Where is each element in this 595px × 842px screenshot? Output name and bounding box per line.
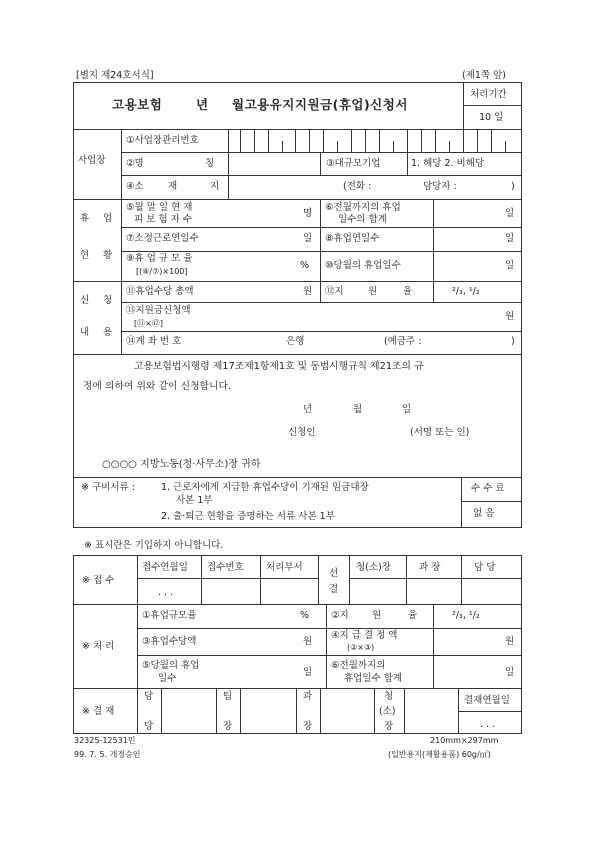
leave-allowance-unit: 원	[303, 286, 313, 297]
approval-chief-2: (소)	[379, 706, 396, 717]
approval-team-1: 팀	[223, 691, 233, 702]
proc-prior-leave-label: ⑥전월까지의	[331, 660, 386, 671]
approval-chief-3: 장	[384, 721, 394, 732]
month-leave-days-label: ⑩당월의 휴업일수	[325, 260, 401, 271]
workplace-name-label: ②명	[126, 158, 144, 169]
receipt-date-dots: . . .	[158, 587, 174, 598]
section-chief-label: 과 장	[419, 562, 441, 573]
approval-staff-1: 담	[144, 691, 154, 702]
approval-sun: 선	[329, 568, 339, 579]
account-no-label: ⑭계 좌 번 호	[126, 336, 182, 347]
workplace-name-label-2: 칭	[205, 158, 215, 169]
proc-month-leave-label-2: 일수	[158, 673, 177, 684]
processing-period-label: 처리기간	[470, 89, 507, 100]
approval-gyeol: 결	[329, 584, 339, 595]
processing-dept-label: 처리부서	[266, 562, 303, 573]
form-approval-date: 99. 7. 5. 개정승인	[74, 750, 141, 759]
leave-section-char-2: 업	[103, 213, 113, 224]
form-title-left: 고용보험	[112, 97, 163, 112]
approval-section-1: 과	[303, 691, 313, 702]
paper-type: (일반용지(재활용품) 60g/㎡)	[388, 750, 491, 759]
form-number: [별지 제24호서식]	[76, 70, 154, 81]
statement-line-2: 정에 의하여 위와 같이 신청합니다.	[83, 381, 232, 392]
proc-month-leave-unit: 일	[303, 667, 313, 678]
leave-days-label: ⑧휴업연일수	[325, 233, 380, 244]
address-label-3: 지	[210, 181, 220, 192]
apply-section-char-3: 내	[80, 327, 90, 338]
proc-support-rate-value: ²/₃, ¹/₂	[452, 610, 480, 621]
insured-count-label: ⑤월 말 일 현 재	[126, 202, 193, 213]
processing-period-value: 10 일	[479, 112, 504, 123]
support-rate-label-3: 율	[403, 286, 413, 297]
receipt-date-label: 접수연월일	[142, 562, 188, 573]
support-rate-label: ⑫지	[325, 286, 344, 297]
proc-prior-leave-label-2: 휴업일수 합계	[344, 673, 403, 684]
proc-decided-amount-formula: (②×③)	[347, 643, 375, 652]
proc-allowance-label: ③휴업수당액	[142, 636, 197, 647]
signature-label: (서명 또는 인)	[410, 427, 470, 438]
address-label-2: 재	[168, 181, 178, 192]
approval-label: ※ 결 재	[82, 706, 115, 717]
office-chief-label: 청(소)장	[356, 562, 391, 573]
proc-month-leave-label: ⑤당월의 휴업	[142, 660, 200, 671]
processing-label: ※ 처 리	[82, 641, 115, 652]
work-days-label: ⑦소정근로연일수	[126, 233, 199, 244]
office-use-form	[73, 555, 522, 734]
workplace-section-label: 사업장	[78, 155, 106, 166]
leave-days-unit: 일	[505, 233, 515, 244]
date-day-label: 일	[402, 404, 412, 415]
insured-count-label-2: 피 보 험 자 수	[134, 214, 192, 225]
requested-amount-formula: [⑪×⑫]	[134, 319, 163, 328]
account-holder-label: (예금주 :	[384, 336, 422, 347]
receipt-label: ※ 접 수	[82, 575, 115, 586]
leave-section-char-4: 황	[103, 250, 113, 261]
support-rate-value: ²/₃, ¹/₂	[452, 286, 480, 297]
proc-decided-amount-unit: 원	[505, 636, 515, 647]
proc-support-rate-label-2: 원	[372, 610, 382, 621]
form-title: 월고용유지지원금(휴업)신청서	[232, 97, 408, 112]
office-use-notice: ※ 표시란은 기입하지 아니합니다.	[84, 540, 224, 551]
account-bank-label: 은행	[286, 336, 305, 347]
proc-prior-leave-unit: 일	[505, 667, 515, 678]
large-company-label: ③대규모기업	[326, 158, 381, 169]
leave-section-char-3: 현	[80, 250, 90, 261]
form-code: 32325-12531민	[74, 736, 136, 745]
approval-section-2: 장	[303, 721, 313, 732]
date-month-label: 월	[353, 404, 363, 415]
required-doc-1b: 사본 1부	[176, 495, 213, 506]
work-days-unit: 일	[303, 233, 313, 244]
required-doc-2: 2. 출·퇴근 현황을 증명하는 서류 사본 1부	[161, 511, 335, 522]
fee-value: 없 음	[473, 508, 495, 519]
form-title-year: 년	[196, 97, 209, 112]
required-docs-label: ※ 구비서류 :	[81, 482, 135, 493]
month-leave-days-unit: 일	[505, 260, 515, 271]
leave-ratio-label: ⑨휴 업 규 모 율	[126, 253, 193, 264]
proc-support-rate-label: ②지	[331, 610, 349, 621]
approval-team-2: 장	[223, 721, 233, 732]
applicant-label: 신청인	[288, 427, 316, 438]
date-year-label: 년	[303, 404, 313, 415]
apply-section-char-1: 신	[80, 295, 90, 306]
approval-staff-2: 당	[144, 721, 154, 732]
apply-section-char-2: 청	[103, 295, 113, 306]
leave-ratio-formula: [(⑧/⑦)×100]	[136, 267, 188, 276]
large-company-options[interactable]: 1. 해당 2. 비해당	[411, 158, 485, 169]
fee-label: 수 수 료	[471, 483, 505, 494]
receipt-no-label: 접수번호	[207, 562, 244, 573]
required-doc-1: 1. 근로자에게 지급한 휴업수당이 기재된 임금대장	[161, 482, 369, 493]
support-rate-label-2: 원	[368, 286, 378, 297]
page-note: (제1쪽 앞)	[462, 70, 507, 81]
approval-date-dots: . . .	[480, 719, 496, 730]
statement-line-1: 고용보험법시행령 제17조제1항제1호 및 동법시행규칙 제21조의 규	[134, 361, 424, 372]
paper-size: 210mm×297mm	[430, 736, 499, 745]
prior-leave-days-label-2: 일수의 합계	[338, 214, 387, 225]
address-close-paren: )	[511, 181, 515, 192]
leave-allowance-label: ⑪휴업수당 총액	[126, 286, 194, 297]
manager-label: 담당자 :	[423, 181, 457, 192]
workplace-mgmt-no-label: ①사업장관리번호	[126, 135, 199, 146]
addressee: ○○○○ 지방노동(청·사무소)장 귀하	[102, 459, 261, 470]
apply-section-char-4: 용	[103, 327, 113, 338]
proc-decided-amount-label: ④지 급 결 정 액	[331, 630, 398, 641]
proc-leave-ratio-unit: %	[300, 610, 310, 621]
address-label: ④소	[126, 181, 144, 192]
leave-ratio-unit: %	[300, 260, 310, 271]
prior-leave-days-unit: 일	[505, 208, 515, 219]
requested-amount-unit: 원	[505, 311, 515, 322]
account-close-paren: )	[511, 336, 515, 347]
insured-count-unit: 명	[303, 208, 313, 219]
phone-label: (전화 :	[343, 181, 372, 192]
proc-support-rate-label-3: 율	[408, 610, 418, 621]
proc-allowance-unit: 원	[303, 636, 313, 647]
approval-chief-1: 청	[384, 691, 394, 702]
workplace-mgmt-no-boxes[interactable]	[228, 129, 522, 152]
leave-section-char-1: 휴	[80, 213, 90, 224]
requested-amount-label: ⑬지원금신청액	[126, 305, 191, 316]
proc-leave-ratio-label: ①휴업규모율	[142, 610, 197, 621]
approval-date-label: 결재연월일	[464, 695, 510, 706]
prior-leave-days-label: ⑥전월까지의 휴업	[325, 202, 401, 213]
staff-label: 담 당	[474, 562, 496, 573]
